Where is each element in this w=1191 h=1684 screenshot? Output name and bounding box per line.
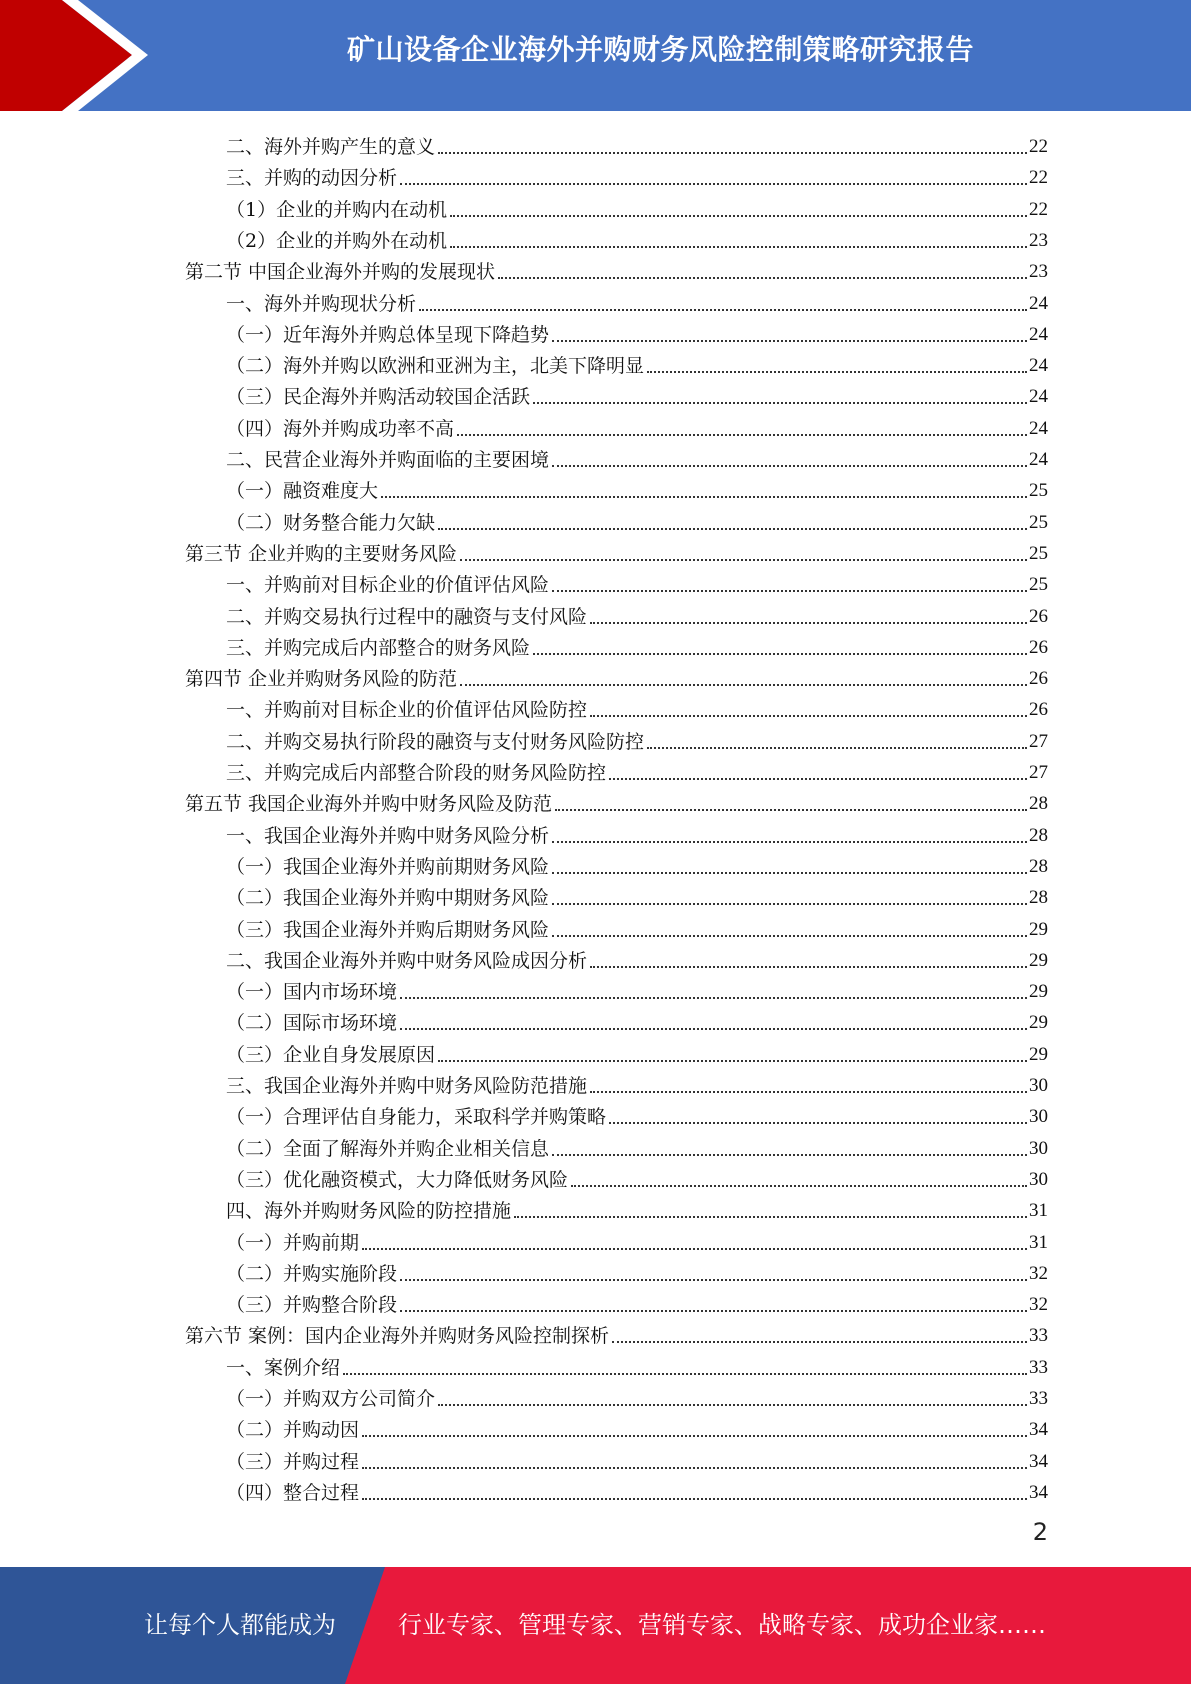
toc-entry[interactable] (226, 159, 1048, 190)
toc-dot-leader (450, 214, 1027, 217)
toc-dot-leader (590, 714, 1027, 717)
toc-dot-leader (647, 746, 1027, 749)
toc-entry[interactable] (226, 504, 1048, 535)
toc-dot-leader (612, 1340, 1027, 1343)
toc-dot-leader (552, 589, 1027, 592)
toc-entry[interactable] (185, 1317, 1048, 1348)
toc-entry[interactable] (185, 253, 1048, 284)
toc-entry-page: 28 (1029, 793, 1048, 815)
toc-entry-title: 一、案例介绍 (226, 1356, 341, 1379)
toc-entry-title: （二）并购动因 (226, 1419, 360, 1442)
footer-slogan-left: 让每个人都能成为 (144, 1611, 336, 1639)
toc-entry-page: 29 (1029, 981, 1048, 1003)
toc-dot-leader (362, 1434, 1027, 1437)
toc-entry-page: 30 (1029, 1168, 1048, 1190)
toc-entry-title: （三）企业自身发展原因 (226, 1043, 436, 1066)
toc-dot-leader (343, 1372, 1027, 1375)
toc-entry-page: 27 (1029, 730, 1048, 752)
toc-entry-title: 一、海外并购现状分析 (226, 292, 417, 315)
toc-entry[interactable] (226, 1161, 1048, 1192)
toc-entry[interactable] (226, 1036, 1048, 1067)
toc-entry-page: 25 (1029, 511, 1048, 533)
toc-entry-title: （三）并购过程 (226, 1450, 360, 1473)
toc-entry-title: （一）近年海外并购总体呈现下降趋势 (226, 323, 550, 346)
toc-entry[interactable] (226, 1098, 1048, 1129)
toc-entry-title: 二、民营企业海外并购面临的主要困境 (226, 449, 550, 471)
toc-dot-leader (609, 1121, 1027, 1124)
toc-entry-page: 24 (1029, 417, 1048, 439)
toc-entry[interactable] (226, 1474, 1048, 1505)
report-title: 矿山设备企业海外并购财务风险控制策略研究报告 (346, 33, 974, 66)
page-header (0, 0, 1191, 111)
toc-entry-page: 29 (1029, 918, 1048, 940)
toc-entry-title: 一、并购前对目标企业的价值评估风险防控 (226, 699, 588, 722)
toc-entry-title: 二、并购交易执行阶段的融资与支付财务风险防控 (226, 730, 645, 753)
toc-entry[interactable] (226, 1130, 1048, 1161)
toc-entry-page: 24 (1029, 449, 1048, 470)
toc-entry-page: 24 (1029, 386, 1048, 408)
toc-entry-page: 33 (1029, 1388, 1048, 1409)
toc-dot-leader (381, 495, 1027, 498)
toc-dot-leader (533, 652, 1027, 655)
toc-entry-page: 22 (1029, 167, 1048, 189)
toc-dot-leader (571, 1184, 1027, 1187)
toc-entry[interactable] (226, 1380, 1048, 1411)
toc-entry[interactable] (226, 973, 1048, 1004)
toc-entry-title: （四）海外并购成功率不高 (226, 417, 455, 440)
toc-entry[interactable] (226, 1255, 1048, 1286)
toc-entry-title: 三、并购完成后内部整合的财务风险 (226, 636, 531, 659)
toc-dot-leader (552, 902, 1027, 905)
toc-entry-page: 25 (1029, 480, 1048, 502)
toc-entry-title: （四）整合过程 (226, 1481, 360, 1504)
toc-entry-title: （二）财务整合能力欠缺 (226, 511, 436, 534)
toc-entry-page: 33 (1029, 1356, 1048, 1378)
toc-entry-page: 26 (1029, 605, 1048, 627)
toc-entry-title: 三、并购完成后内部整合阶段的财务风险防控 (226, 762, 607, 784)
header-chevron-decoration (0, 0, 160, 111)
toc-entry-title: （三）优化融资模式，大力降低财务风险 (226, 1168, 569, 1191)
toc-entry[interactable] (226, 472, 1048, 503)
toc-entry-page: 30 (1029, 1106, 1048, 1128)
toc-entry-title: 第二节 中国企业海外并购的发展现状 (185, 261, 496, 284)
toc-entry[interactable] (185, 660, 1048, 691)
toc-entry[interactable] (226, 316, 1048, 347)
toc-dot-leader (400, 1309, 1027, 1312)
toc-entry[interactable] (226, 1224, 1048, 1255)
toc-dot-leader (552, 840, 1027, 843)
toc-entry-title: （一）融资难度大 (226, 480, 379, 503)
toc-entry[interactable] (226, 598, 1048, 629)
toc-entry-title: 第五节 我国企业海外并购中财务风险及防范 (185, 793, 553, 816)
toc-entry-title: （二）我国企业海外并购中期财务风险 (226, 887, 550, 910)
toc-entry[interactable] (226, 1411, 1048, 1442)
toc-entry-title: 三、并购的动因分析 (226, 167, 398, 190)
toc-entry-page: 24 (1029, 355, 1048, 377)
toc-dot-leader (590, 965, 1027, 968)
toc-entry-page: 34 (1029, 1481, 1048, 1503)
toc-entry-title: （二）全面了解海外并购企业相关信息 (226, 1137, 550, 1160)
toc-dot-leader (590, 1090, 1027, 1093)
toc-entry[interactable] (226, 285, 1048, 316)
toc-entry-page: 34 (1029, 1419, 1048, 1441)
footer-slogan-right: 行业专家、管理专家、营销专家、战略专家、成功企业家…… (398, 1611, 1046, 1639)
toc-dot-leader (457, 433, 1027, 436)
toc-entry-title: 二、并购交易执行过程中的融资与支付风险 (226, 605, 588, 628)
toc-entry-page: 27 (1029, 762, 1048, 783)
toc-dot-leader (438, 1059, 1027, 1062)
toc-entry-page: 22 (1029, 136, 1048, 157)
toc-entry-title: （一）我国企业海外并购前期财务风险 (226, 855, 550, 878)
toc-entry[interactable] (226, 410, 1048, 441)
toc-entry[interactable] (226, 879, 1048, 910)
toc-dot-leader (362, 1247, 1027, 1250)
toc-dot-leader (647, 370, 1027, 373)
toc-dot-leader (555, 808, 1027, 811)
toc-entry[interactable] (226, 191, 1048, 222)
toc-entry[interactable] (185, 785, 1048, 816)
toc-dot-leader (514, 1215, 1027, 1218)
toc-entry-page: 33 (1029, 1325, 1048, 1347)
toc-entry-page: 31 (1029, 1200, 1048, 1222)
toc-entry-page: 23 (1029, 229, 1048, 251)
toc-entry[interactable] (226, 723, 1048, 754)
toc-entry-title: 第六节 案例：国内企业海外并购财务风险控制探析 (185, 1325, 610, 1348)
toc-entry[interactable] (185, 535, 1048, 566)
toc-entry[interactable] (226, 1349, 1048, 1380)
toc-entry-title: （1）企业的并购内在动机 (226, 198, 448, 221)
toc-entry-title: （二）海外并购以欧洲和亚洲为主，北美下降明显 (226, 355, 645, 378)
toc-dot-leader (362, 1497, 1027, 1500)
toc-entry-title: （二）国际市场环境 (226, 1012, 398, 1035)
toc-entry[interactable] (226, 911, 1048, 942)
page-number: 2 (1032, 1518, 1048, 1546)
toc-dot-leader (609, 777, 1027, 780)
toc-entry-title: （一）国内市场环境 (226, 981, 398, 1004)
toc-dot-leader (400, 1278, 1027, 1281)
toc-entry-page: 32 (1029, 1262, 1048, 1284)
toc-entry-page: 28 (1029, 824, 1048, 846)
toc-dot-leader (400, 1027, 1027, 1030)
toc-dot-leader (590, 621, 1027, 624)
toc-entry-page: 28 (1029, 887, 1048, 909)
toc-dot-leader (552, 934, 1027, 937)
toc-entry[interactable] (226, 629, 1048, 660)
toc-entry-page: 26 (1029, 699, 1048, 721)
toc-entry-title: （二）并购实施阶段 (226, 1262, 398, 1285)
toc-entry[interactable] (226, 1443, 1048, 1474)
toc-entry-title: （三）我国企业海外并购后期财务风险 (226, 918, 550, 941)
toc-dot-leader (552, 871, 1027, 874)
toc-entry-page: 22 (1029, 198, 1048, 220)
toc-entry-page: 30 (1029, 1075, 1048, 1096)
toc-dot-leader (552, 1153, 1027, 1156)
toc-dot-leader (438, 527, 1027, 530)
page-footer (0, 1567, 1191, 1684)
toc-entry[interactable] (226, 378, 1048, 409)
toc-entry[interactable] (226, 1004, 1048, 1035)
toc-entry[interactable] (226, 848, 1048, 879)
toc-entry-page: 28 (1029, 855, 1048, 877)
toc-entry-title: 四、海外并购财务风险的防控措施 (226, 1200, 512, 1223)
toc-entry-page: 23 (1029, 261, 1048, 283)
toc-entry-title: （一）并购双方公司简介 (226, 1388, 436, 1410)
toc-entry-page: 34 (1029, 1450, 1048, 1472)
toc-entry-page: 31 (1029, 1231, 1048, 1253)
toc-entry-title: 第四节 企业并购财务风险的防范 (185, 668, 458, 691)
toc-entry[interactable] (226, 691, 1048, 722)
toc-entry[interactable] (226, 441, 1048, 472)
toc-dot-leader (362, 1466, 1027, 1469)
toc-entry-title: 二、海外并购产生的意义 (226, 136, 436, 158)
toc-entry-title: （一）并购前期 (226, 1231, 360, 1254)
toc-entry[interactable] (226, 942, 1048, 973)
toc-entry-title: 一、并购前对目标企业的价值评估风险 (226, 574, 550, 597)
toc-entry-title: （2）企业的并购外在动机 (226, 229, 448, 252)
toc-dot-leader (400, 996, 1027, 999)
toc-entry-title: 二、我国企业海外并购中财务风险成因分析 (226, 949, 588, 972)
toc-entry[interactable] (226, 1067, 1048, 1098)
toc-entry-page: 25 (1029, 574, 1048, 596)
toc-dot-leader (533, 401, 1027, 404)
toc-dot-leader (460, 683, 1027, 686)
toc-entry-page: 29 (1029, 1043, 1048, 1065)
toc-entry-page: 30 (1029, 1137, 1048, 1159)
toc-entry[interactable] (226, 128, 1048, 159)
toc-dot-leader (498, 276, 1027, 279)
toc-dot-leader (419, 308, 1027, 311)
toc-dot-leader (400, 182, 1027, 185)
toc-entry[interactable] (226, 347, 1048, 378)
toc-dot-leader (552, 339, 1027, 342)
toc-entry-title: 三、我国企业海外并购中财务风险防范措施 (226, 1075, 588, 1097)
toc-entry-page: 24 (1029, 292, 1048, 314)
toc-entry-title: （三）并购整合阶段 (226, 1294, 398, 1317)
toc-entry-title: （三）民企海外并购活动较国企活跃 (226, 386, 531, 409)
toc-dot-leader (438, 151, 1027, 154)
toc-entry-page: 29 (1029, 1012, 1048, 1034)
toc-entry[interactable] (226, 817, 1048, 848)
toc-entry-page: 26 (1029, 668, 1048, 690)
toc-entry-page: 26 (1029, 636, 1048, 658)
toc-entry-title: （一）合理评估自身能力，采取科学并购策略 (226, 1106, 607, 1129)
red-chevron-shape (0, 0, 132, 111)
toc-dot-leader (438, 1403, 1027, 1406)
toc-entry[interactable] (226, 1286, 1048, 1317)
toc-entry[interactable] (226, 222, 1048, 253)
toc-dot-leader (552, 464, 1027, 467)
toc-entry[interactable] (226, 754, 1048, 785)
toc-entry-page: 32 (1029, 1294, 1048, 1316)
toc-entry[interactable] (226, 1192, 1048, 1223)
toc-dot-leader (450, 245, 1027, 248)
toc-entry[interactable] (226, 566, 1048, 597)
toc-entry-page: 24 (1029, 323, 1048, 345)
toc-entry-page: 29 (1029, 949, 1048, 971)
toc-entry-title: 第三节 企业并购的主要财务风险 (185, 542, 458, 565)
toc-entry-title: 一、我国企业海外并购中财务风险分析 (226, 824, 550, 847)
toc-dot-leader (460, 558, 1027, 561)
toc-entry-page: 25 (1029, 542, 1048, 564)
